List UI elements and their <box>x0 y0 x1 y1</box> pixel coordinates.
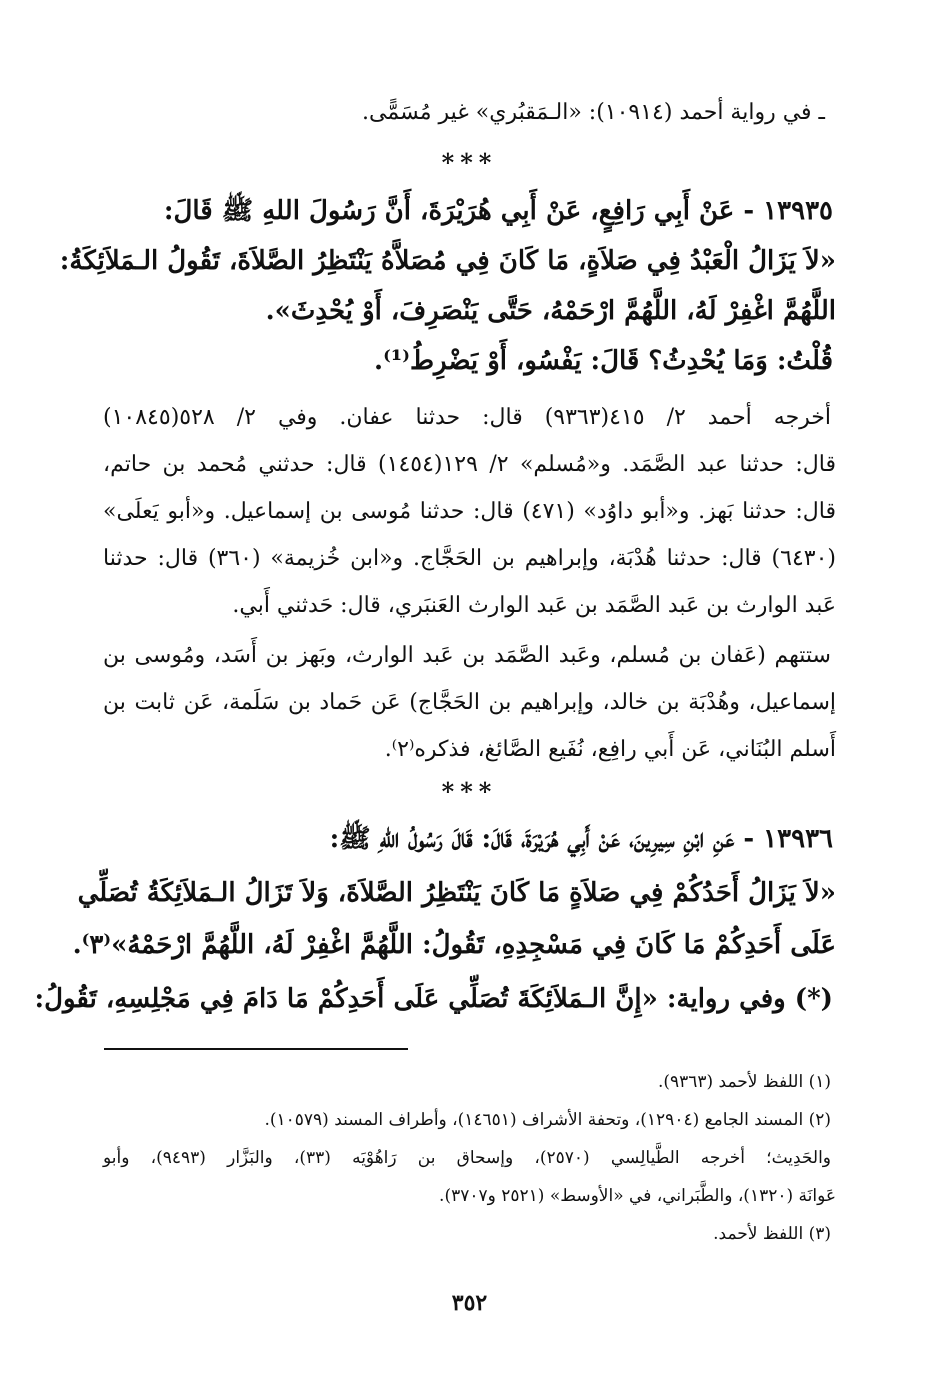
takhrij-line: (٦٤٣٠) قال: حدثنا هُدْبَة، وإبراهيم بن الحَجَّاج. و«ابن خُزيمة» (٣٦٠) قال: حدثنا <box>103 546 836 571</box>
takhrij-line: قال: حدثنا عبد الصَّمَد. و«مُسلم» ٢/ ١٢٩(١٤٥٤) قال: حدثني مُحمد بن حاتم، <box>103 452 837 477</box>
isnad-line: أَسلم البُنَاني، عَن أَبي رافِع، نُفَيع الصَّائغ، فذكره⁽٢⁾. <box>384 737 836 762</box>
footnote-2-cont: عَوانَة (١٣٢٠)، والطَّبَراني، في «الأوسط» (٢٥٢١ و٣٧٠٧). <box>439 1186 836 1206</box>
isnad-line: إسماعيل، وهُدْبَة بن خالد، وإبراهيم بن الحَجَّاج) عَن حَماد بن سَلَمة، عَن ثابت بن <box>103 690 836 715</box>
hadith-13936-text-2: عَلَى أَحَدِكُمْ مَا كَانَ فِي مَسْجِدِهِ، تَقُولُ: اللَّهُمَّ اغْفِرْ لَهُ، اللَّهُمَّ ارْحَمْهُ»⁽٣⁾. <box>72 930 836 960</box>
isnad-line: ستتهم (عَفان بن مُسلم، وعَبد الصَّمَد بن عَبد الوارث، وبَهز بن أَسَد، ومُوسى بن <box>103 643 831 668</box>
hadith-13935-text-1: «لاَ يَزَالُ الْعَبْدُ فِي صَلاَةٍ، مَا كَانَ فِي مُصَلاَّهُ يَنْتَظِرُ الصَّلاَةَ، تَقُولُ الـمَلاَئِكَةُ: <box>59 246 836 276</box>
takhrij-line: أخرجه أحمد ٢/ ٤١٥(٩٣٦٣) قال: حدثنا عفان. وفي ٢/ ٥٢٨(١٠٨٤٥) <box>103 405 832 430</box>
section-separator: *** <box>441 777 498 806</box>
hadith-13936-variant: (*) وفي رواية: «إِنَّ الـمَلاَئِكَةَ تُصَلِّي عَلَى أَحَدِكُمْ مَا دَامَ فِي مَجْلِسِهِ، تَقُولُ: <box>34 984 833 1014</box>
footnote-divider <box>104 1048 408 1050</box>
footnote-3: (٣) اللفظ لأحمد. <box>713 1224 831 1244</box>
section-separator: *** <box>441 148 498 177</box>
hadith-13935-text-2: اللَّهُمَّ اغْفِرْ لَهُ، اللَّهُمَّ ارْحَمْهُ، حَتَّى يَنْصَرِفَ، أَوْ يُحْدِثَ». <box>265 296 836 326</box>
footnote-2: (٢) المسند الجامع (١٢٩٠٤)، وتحفة الأشراف (١٤٦٥١)، وأطراف المسند (١٠٥٧٩). <box>264 1110 831 1130</box>
hadith-13936-text-1: «لاَ يَزَالُ أَحَدُكُمْ فِي صَلاَةٍ مَا كَانَ يَنْتَظِرُ الصَّلاَةَ، وَلاَ تَزَالُ الـمَلاَئِكَةُ تُصَلِّي <box>77 878 836 908</box>
takhrij-line: عَبد الوارث بن عَبد الصَّمَد بن عَبد الوارث العَنبَري، قال: حَدثني أَبي. <box>232 593 836 618</box>
narration-note: ـ في رواية أحمد (١٠٩١٤): «الـمَقبُري» غير مُسَمًّى. <box>362 100 825 125</box>
footnote-2-cont: والحَدِيث؛ أخرجه الطَّيالِسي (٢٥٧٠)، وإسحاق بن رَاهُوْيَه (٣٣)، والبَزَّار (٩٤٩٣)، وأبو <box>103 1148 831 1168</box>
footnote-1: (١) اللفظ لأحمد (٩٣٦٣). <box>657 1072 831 1092</box>
hadith-13935-header: ١٣٩٣٥ - عَنْ أَبِي رَافِعٍ، عَنْ أَبِي هُرَيْرَةَ، أَنَّ رَسُولَ اللهِ ﷺ قَالَ: <box>163 196 833 226</box>
hadith-13935-text-3: قُلْتُ: وَمَا يُحْدِثُ؟ قَالَ: يَفْسُو، أَوْ يَضْرِطُ⁽¹⁾. <box>374 346 833 376</box>
hadith-13936-header: ١٣٩٣٦ - عَنِ ابْنِ سِيرِينَ، عَنْ أَبِي هُرَيْرَةَ، قَالَ: قَالَ رَسُولُ اللهِ ﷺ: <box>329 824 833 854</box>
page-number: ٣٥٢ <box>451 1290 488 1316</box>
takhrij-line: قال: حدثنا بَهز. و«أبو داوُد» (٤٧١) قال: حدثنا مُوسى بن إسماعيل. و«أبو يَعلَى» <box>103 499 836 524</box>
